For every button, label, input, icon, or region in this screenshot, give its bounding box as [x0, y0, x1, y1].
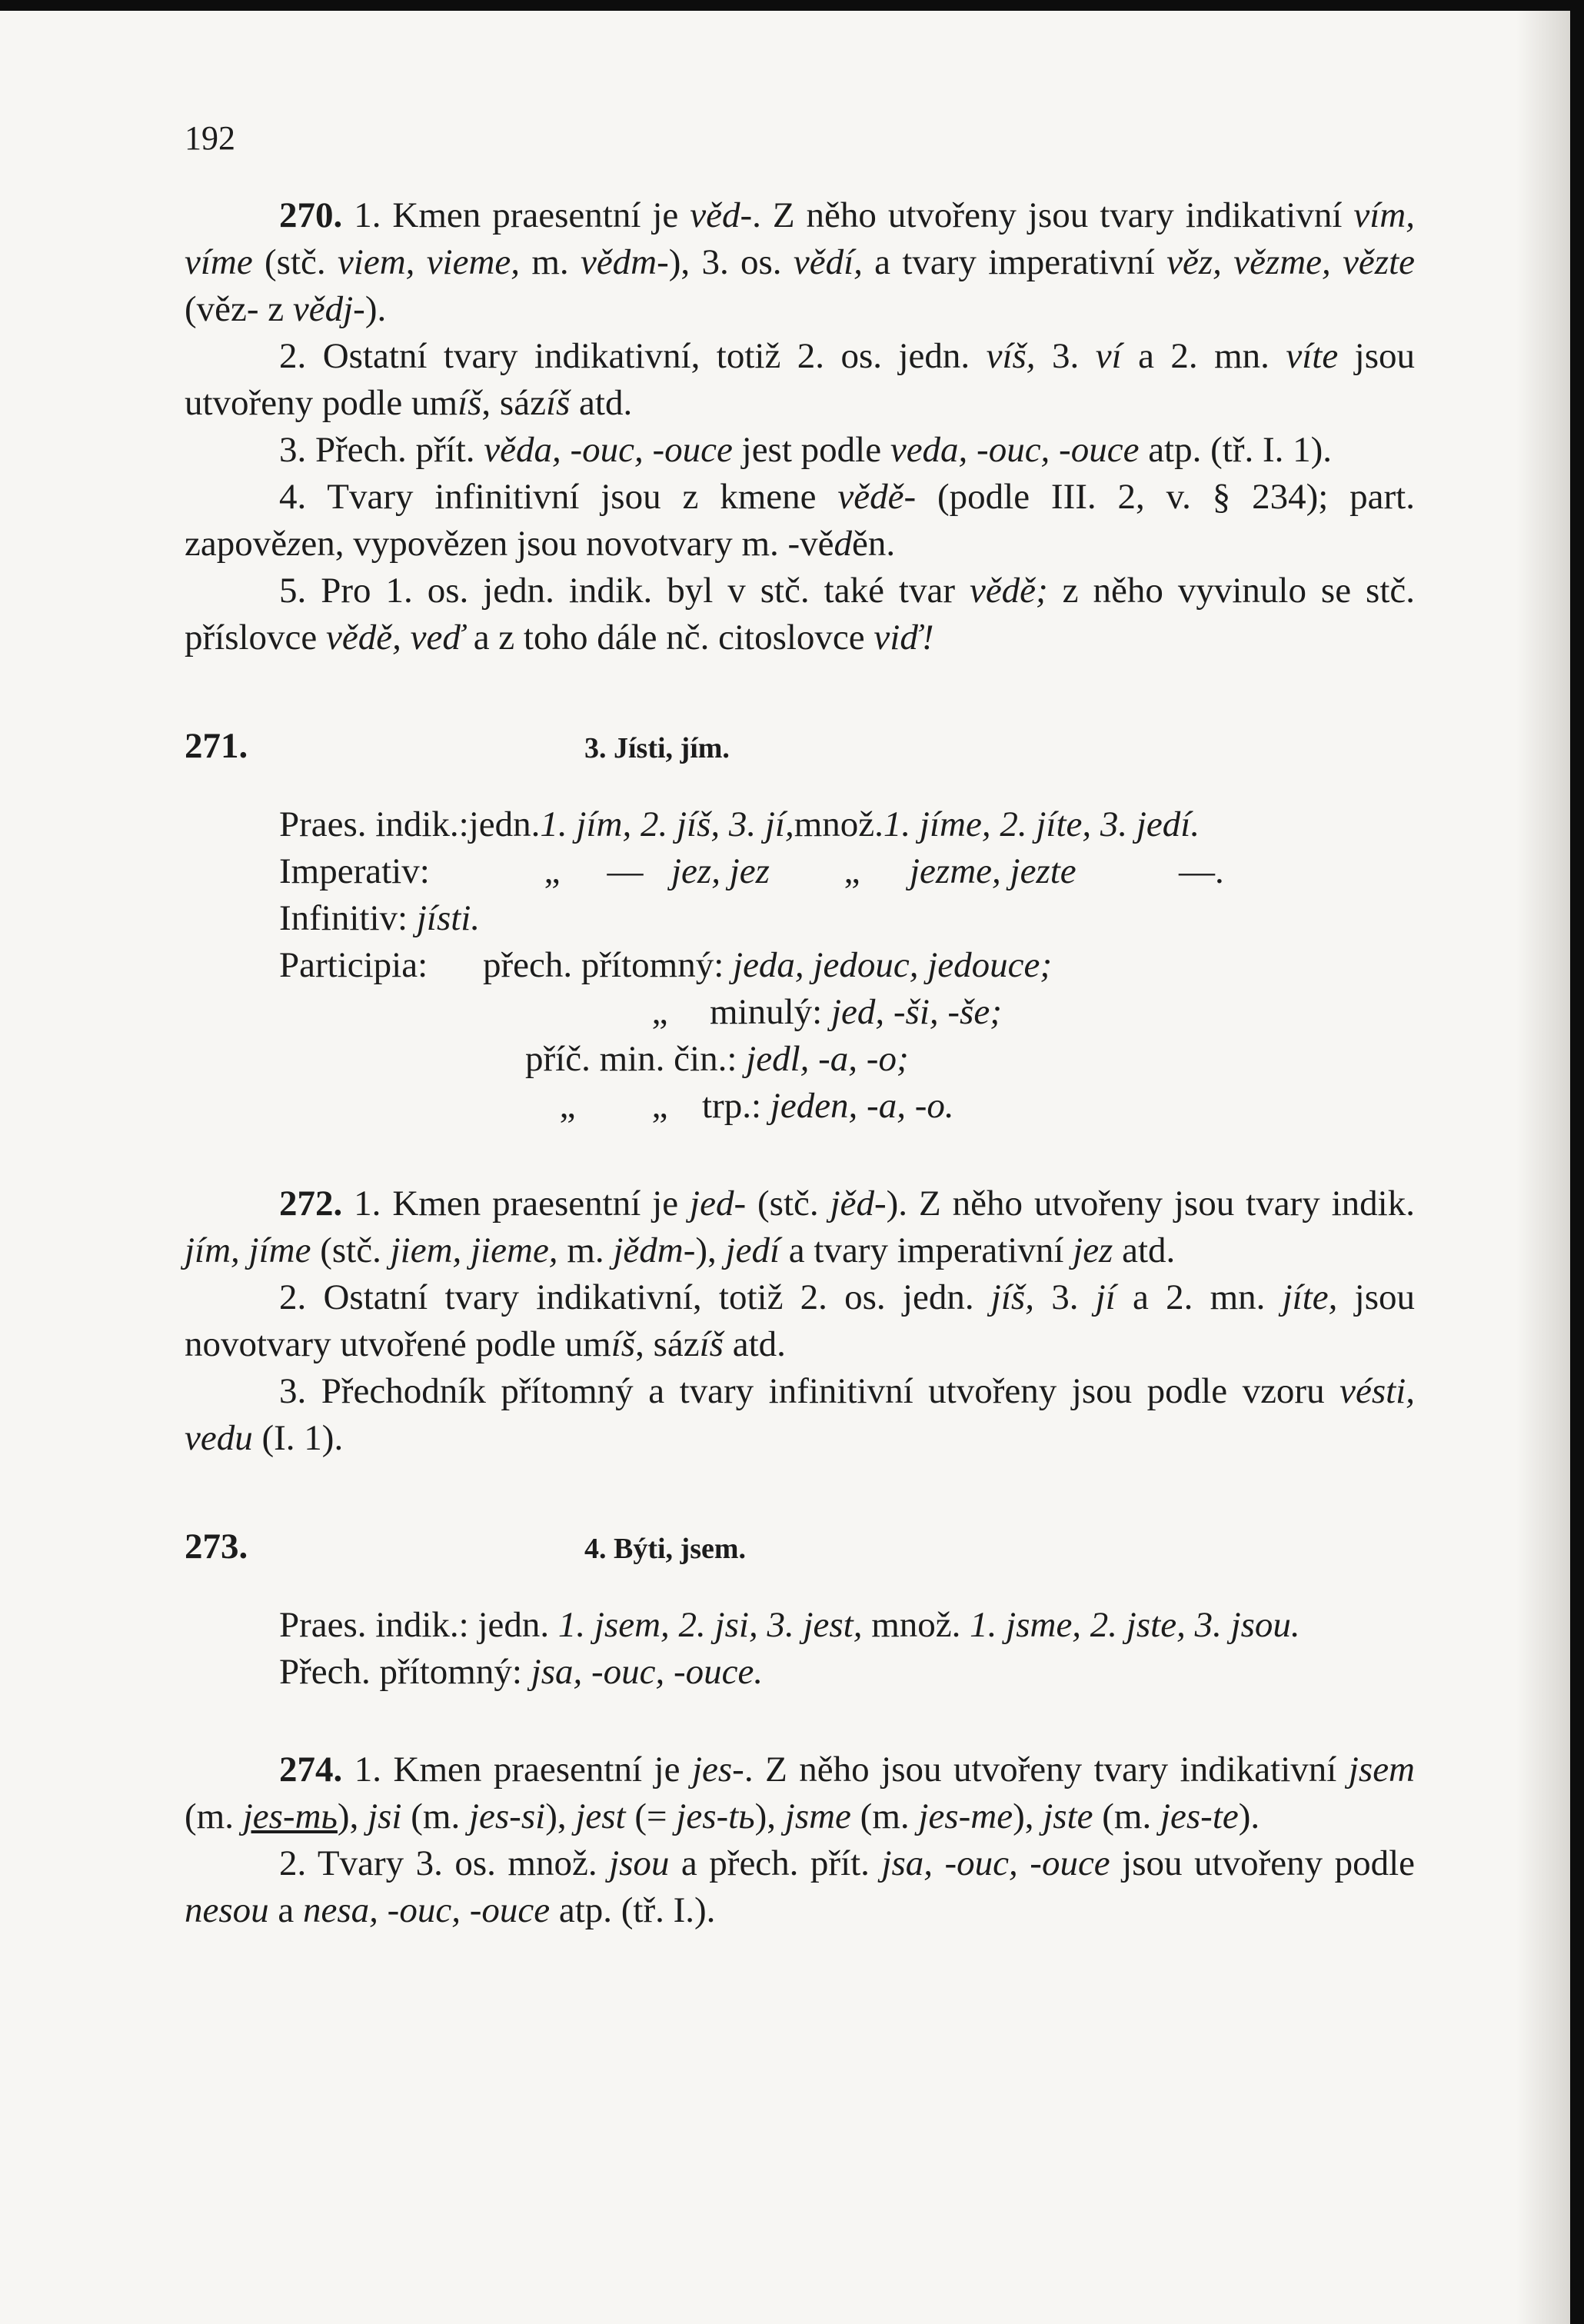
- italic-text: víš,: [986, 336, 1036, 376]
- section-heading: [185, 723, 1415, 772]
- italic-text: vím, víme: [185, 195, 1415, 282]
- italic-text: jes-mь: [242, 1796, 338, 1836]
- text: jsou utvořeny podle um: [185, 336, 1416, 423]
- section-number: 271.: [185, 726, 248, 766]
- text: a: [268, 1890, 304, 1930]
- text: ),: [754, 1796, 785, 1836]
- section-271: [185, 723, 1415, 1130]
- italic-text: jím, jíme: [185, 1230, 311, 1270]
- text: —.: [1179, 851, 1224, 891]
- paragraph-273-praesens: [185, 1602, 1415, 1649]
- paragraph-270-2: [185, 333, 1415, 427]
- section-number: 274.: [279, 1750, 343, 1790]
- text: atd.: [570, 383, 633, 423]
- paradigm-row-minuly: [279, 989, 1415, 1036]
- text: 1. Kmen praesentní je: [342, 1750, 692, 1790]
- italic-text: 1. jím, 2. jíš, 3. jí,: [540, 804, 794, 844]
- text: 3. Přechodník přítomný a tvary infinitivní utvořeny jsou podle vzoru: [279, 1371, 1340, 1411]
- italic-text: jezme, jezte: [910, 851, 1077, 891]
- italic-text: jsa, -ouc, -ouce.: [531, 1652, 764, 1692]
- text: , sáz: [481, 383, 546, 423]
- paragraph-274-2: [185, 1840, 1415, 1934]
- text: a z toho dále nč. citoslovce: [464, 618, 874, 658]
- paragraph-272-2: [185, 1274, 1415, 1368]
- text: atp. (tř. I. 1).: [1139, 430, 1333, 470]
- paragraph-270-1: [185, 192, 1415, 333]
- text: množ.: [794, 804, 884, 844]
- section-heading: [185, 1523, 1415, 1573]
- text: (stč.: [252, 242, 338, 282]
- paradigm-row-praesens: [279, 801, 1415, 848]
- paragraph-270-5: [185, 568, 1415, 661]
- text: atp. (tř. I.).: [550, 1890, 716, 1930]
- text: (věz- z: [185, 289, 293, 329]
- text: ).: [364, 289, 387, 329]
- text: jedn.: [468, 804, 541, 844]
- italic-text: 1. jsem, 2. jsi, 3. jest,: [557, 1605, 863, 1645]
- text: (m.: [185, 1796, 243, 1836]
- text: 2. Ostatní tvary indikativní, totiž 2. os. jedn.: [279, 336, 987, 376]
- italic-text: vědm-: [580, 242, 669, 282]
- italic-text: jsou: [609, 1843, 670, 1883]
- italic-text: d: [834, 524, 853, 564]
- italic-text: jěd-: [830, 1184, 887, 1224]
- italic-text: nesa, -ouc, -ouce: [303, 1890, 551, 1930]
- section-272: [185, 1180, 1415, 1462]
- text: a 2. mn.: [1115, 1277, 1283, 1317]
- text: ). Z něho utvořeny jsou tvary indik.: [886, 1184, 1415, 1224]
- row-label: Participia:: [279, 945, 428, 985]
- italic-text: íš: [611, 1324, 636, 1364]
- row-label: Imperativ:: [279, 851, 430, 891]
- text: 2. Ostatní tvary indikativní, totiž 2. os. jedn.: [279, 1277, 991, 1317]
- ditto-mark: „: [651, 992, 668, 1032]
- italic-text: vědj-: [292, 289, 365, 329]
- italic-text: nesou: [185, 1890, 269, 1930]
- text: m.: [520, 242, 581, 282]
- ditto-mark: „: [844, 851, 860, 891]
- text: (m.: [401, 1796, 469, 1836]
- italic-text: jíte,: [1282, 1277, 1338, 1317]
- text: a přech. přít.: [669, 1843, 882, 1883]
- spacer: [687, 989, 710, 1036]
- ditto-mark: „: [544, 851, 561, 891]
- text: 1. Kmen praesentní je: [342, 1184, 691, 1224]
- text: přech. přítomný:: [483, 945, 724, 985]
- text: Praes. indik.: jedn.: [279, 1605, 558, 1645]
- spacer: [279, 1036, 525, 1083]
- spacer: [279, 989, 633, 1036]
- text: en, vypově: [301, 524, 460, 564]
- italic-text: jědm-: [613, 1230, 696, 1270]
- italic-text: jes-me: [918, 1796, 1013, 1836]
- italic-text: 1. jsme, 2. jste, 3. jsou.: [970, 1605, 1300, 1645]
- italic-text: jsem: [1348, 1750, 1415, 1790]
- italic-text: jes-te: [1160, 1796, 1239, 1836]
- text: . Z něho utvořeny jsou tvary indikativní: [752, 195, 1354, 235]
- italic-text: jsi: [368, 1796, 402, 1836]
- italic-text: íš: [699, 1324, 724, 1364]
- text: 4. Tvary infinitivní jsou z kmene: [279, 477, 838, 517]
- italic-text: 1. jíme, 2. jíte, 3. jedí.: [883, 804, 1200, 844]
- text: m.: [557, 1230, 614, 1270]
- section-number: 270.: [279, 195, 343, 235]
- italic-text: ví: [1095, 336, 1122, 376]
- section-title: 3. Jísti, jím.: [584, 732, 730, 764]
- paragraph-274-1: [185, 1746, 1415, 1840]
- text: Přech. přítomný:: [279, 1652, 531, 1692]
- italic-text: jsme: [784, 1796, 851, 1836]
- section-number: 273.: [185, 1527, 248, 1567]
- section-title: 4. Býti, jsem.: [584, 1533, 747, 1565]
- paragraph-270-3: [185, 427, 1415, 474]
- paragraph-270-4: [185, 474, 1415, 568]
- text: en jsou novotvary m. -vě: [473, 524, 834, 564]
- text: trp.:: [702, 1086, 762, 1126]
- italic-text: jeda, jedouc, jedouce;: [733, 945, 1053, 985]
- scan-edge-shadow: [1516, 11, 1570, 2324]
- text: 5. Pro 1. os. jedn. indik. byl v stč. také tvar: [279, 571, 970, 611]
- italic-text: jí: [1095, 1277, 1116, 1317]
- page-number: 192: [185, 119, 235, 157]
- row-label: Infinitiv:: [279, 898, 408, 938]
- italic-text: jed, -ši, -še;: [830, 992, 1002, 1032]
- paragraph-272-3: [185, 1368, 1415, 1462]
- text: (m.: [850, 1796, 919, 1836]
- italic-text: jedl, -a, -o;: [746, 1039, 909, 1079]
- italic-text: jez: [1073, 1230, 1113, 1270]
- italic-text: jez, jez: [671, 851, 770, 891]
- paradigm-row-imperativ: [279, 848, 1415, 895]
- italic-text: vědě, veď: [326, 618, 464, 658]
- paradigm-row-participia: [279, 942, 1415, 989]
- italic-text: veda, -ouc, -ouce: [890, 430, 1140, 470]
- italic-text: víte: [1286, 336, 1339, 376]
- section-270: [185, 192, 1415, 661]
- text: (podle III. 2, v. § 234); part. zapově: [185, 477, 1415, 564]
- text: ěn.: [852, 524, 896, 564]
- text: 3. Přech. přít.: [279, 430, 484, 470]
- text: 3.: [1035, 336, 1096, 376]
- text: atd.: [723, 1324, 786, 1364]
- dash: —: [607, 851, 644, 891]
- section-number: 272.: [279, 1184, 343, 1224]
- text: 1. Kmen praesentní je: [354, 195, 691, 235]
- text: . Z něho jsou utvořeny tvary indikativní: [744, 1750, 1349, 1790]
- text: příč. min. čin.:: [525, 1039, 737, 1079]
- text: (stč.: [311, 1230, 391, 1270]
- italic-text: jste: [1043, 1796, 1093, 1836]
- italic-text: jeden, -a, -o.: [770, 1086, 954, 1126]
- text: ),: [545, 1796, 576, 1836]
- italic-text: jed-: [690, 1184, 747, 1224]
- italic-text: jiem, jieme,: [390, 1230, 558, 1270]
- italic-text: jes-si: [468, 1796, 546, 1836]
- text: , sáz: [635, 1324, 700, 1364]
- paradigm-row-cinny: [279, 1036, 1415, 1083]
- text: (I. 1).: [252, 1418, 344, 1458]
- italic-text: vědě;: [969, 571, 1048, 611]
- spacer: [594, 1083, 633, 1130]
- text: množ.: [862, 1605, 970, 1645]
- text: z něho vyvinulo se stč. příslovce: [185, 571, 1416, 658]
- row-label: Praes. indik.:: [279, 804, 469, 844]
- italic-text: íš: [545, 383, 571, 423]
- text: jest podle: [732, 430, 890, 470]
- italic-text: jsa, -ouc, -ouce: [881, 1843, 1110, 1883]
- italic-text: jes-tь: [676, 1796, 755, 1836]
- italic-text: viem, vieme,: [337, 242, 521, 282]
- italic-text: jedí: [725, 1230, 780, 1270]
- text: jsou utvořeny podle: [1110, 1843, 1415, 1883]
- spacer: [279, 1083, 541, 1130]
- italic-text: věda, -ouc, -ouce: [484, 430, 733, 470]
- italic-text: z: [287, 524, 301, 564]
- ditto-mark: „: [559, 1086, 576, 1126]
- text: atd.: [1113, 1230, 1176, 1270]
- text: (m.: [1093, 1796, 1160, 1836]
- section-274: [185, 1746, 1415, 1934]
- italic-text: jest: [575, 1796, 626, 1836]
- text: minulý:: [710, 992, 823, 1032]
- text: ),: [337, 1796, 368, 1836]
- italic-text: vědí,: [793, 242, 863, 282]
- italic-text: jes-: [691, 1750, 744, 1790]
- text: a tvary imperativní: [862, 242, 1167, 282]
- paragraph-273-prechodnik: [185, 1649, 1415, 1696]
- text: ),: [1013, 1796, 1043, 1836]
- italic-text: vésti, vedu: [185, 1371, 1415, 1458]
- spacer: [687, 1083, 702, 1130]
- paradigm-table: [185, 801, 1415, 1130]
- text: (=: [625, 1796, 677, 1836]
- text: 3.: [1033, 1277, 1096, 1317]
- italic-text: viď!: [874, 618, 934, 658]
- paragraph-272-1: [185, 1180, 1415, 1274]
- italic-text: vědě-: [837, 477, 917, 517]
- italic-text: jíš,: [990, 1277, 1034, 1317]
- text: a tvary imperativní: [780, 1230, 1073, 1270]
- italic-text: věd-: [690, 195, 753, 235]
- text: jsou novotvary utvořené podle um: [185, 1277, 1415, 1364]
- text: a 2. mn.: [1121, 336, 1286, 376]
- page-body: [185, 126, 1415, 1934]
- italic-text: íš: [458, 383, 482, 423]
- italic-text: věz, vězme, vězte: [1166, 242, 1415, 282]
- italic-text: jísti.: [416, 898, 481, 938]
- text: (stč.: [746, 1184, 830, 1224]
- paradigm-row-infinitiv: [279, 895, 1415, 942]
- text: 2. Tvary 3. os. množ.: [279, 1843, 610, 1883]
- text: ).: [1238, 1796, 1260, 1836]
- text: ), 3. os.: [668, 242, 794, 282]
- text: ),: [695, 1230, 726, 1270]
- ditto-mark: „: [651, 1086, 668, 1126]
- italic-text: z: [459, 524, 474, 564]
- section-273: [185, 1523, 1415, 1696]
- paradigm-row-trpny: [279, 1083, 1415, 1130]
